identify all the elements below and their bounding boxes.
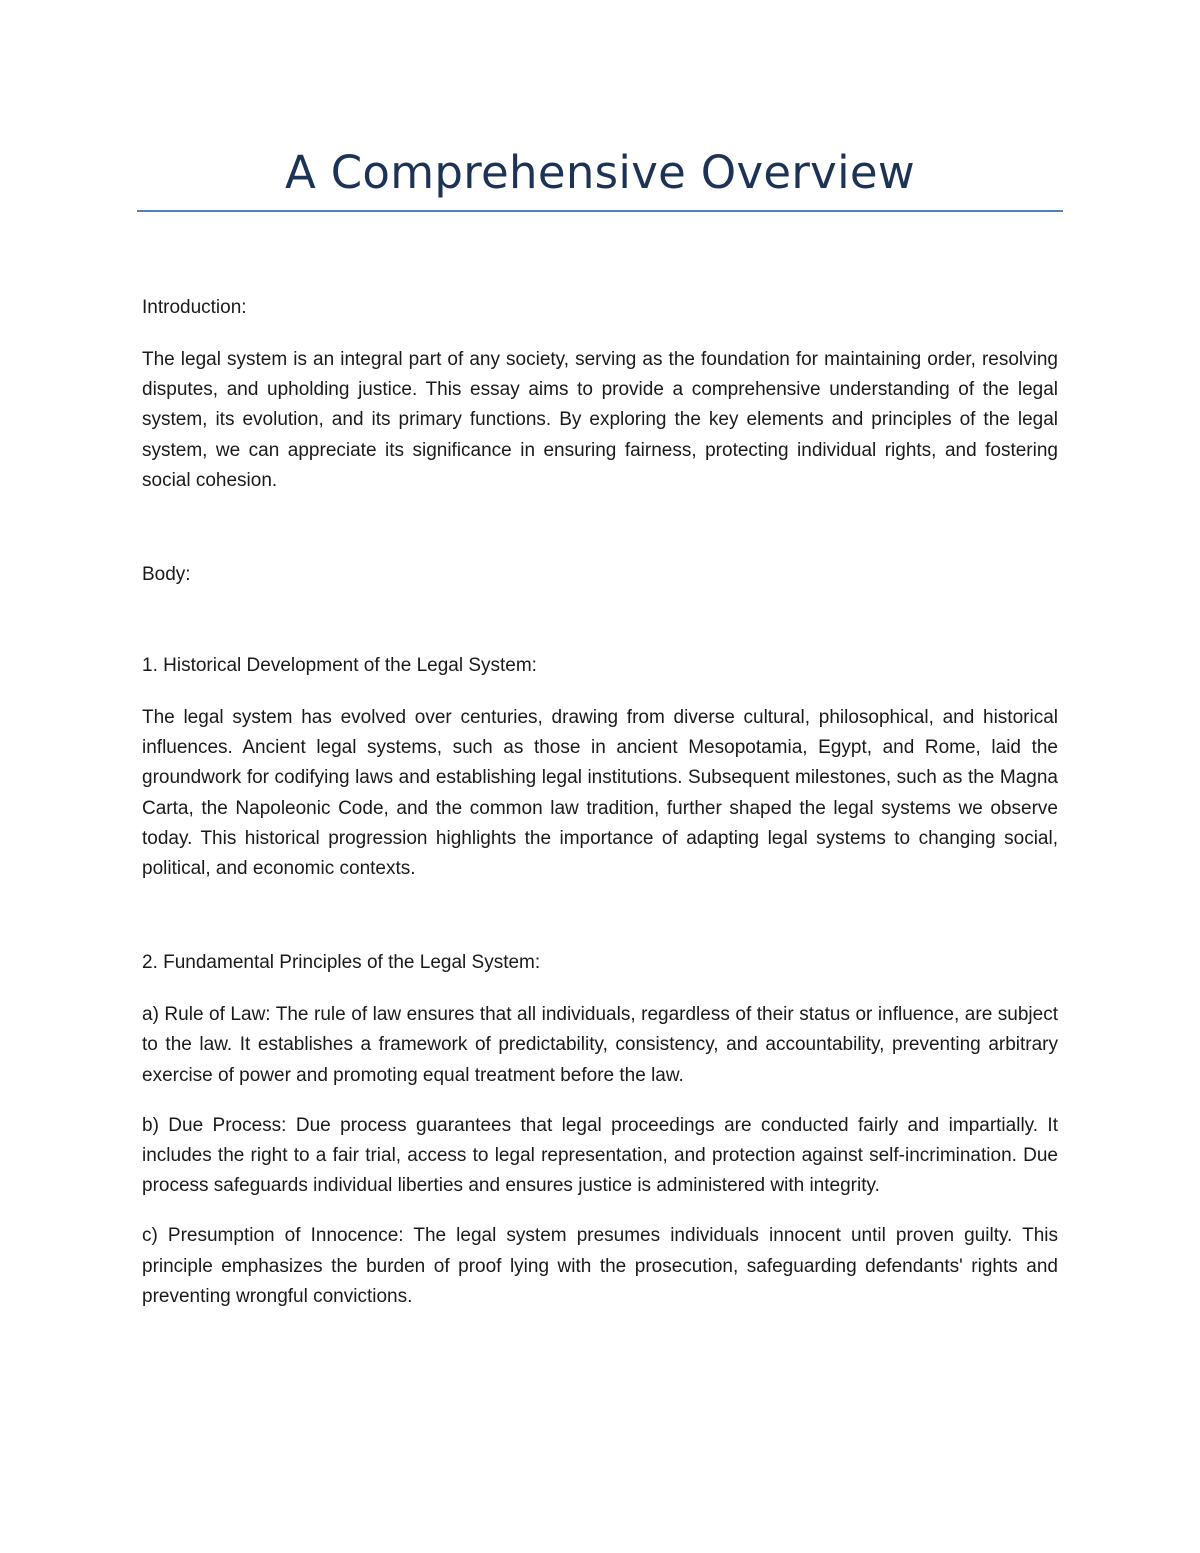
spacer (142, 1201, 1058, 1221)
title-underline-divider (137, 210, 1063, 212)
principle-presumption-of-innocence: c) Presumption of Innocence: The legal system presumes individuals innocent until proven guilty. This principle emphasizes the burden of proof lying with the prosecution, safeguarding defendants' rights and preventing wrongful convictions. (142, 1225, 1058, 1307)
introduction-label: Introduction: (142, 297, 247, 318)
spacer (142, 1091, 1058, 1111)
spacer (142, 884, 1058, 948)
document-content (142, 293, 1058, 1312)
section-2-heading: 2. Fundamental Principles of the Legal System: (142, 952, 541, 974)
spacer (142, 590, 1058, 651)
document-title: A Comprehensive Overview (285, 146, 915, 199)
spacer (142, 496, 1058, 560)
section-1-paragraph: The legal system has evolved over centuries, drawing from diverse cultural, philosophical, and historical influences. Ancient legal systems, such as those in ancient Mesopotamia, Egypt, and Rome, laid the groundwork for codifying laws and establishing legal institutions. Subsequent milestones, such as the Magna Carta, the Napoleonic Code, and the common law tradition, further shaped the legal systems we observe today. This historical progression highlights the importance of adapting legal systems to changing social, political, and economic contexts. (142, 707, 1058, 880)
body-label: Body: (142, 564, 191, 586)
introduction-paragraph: The legal system is an integral part of any society, serving as the foundation for maintaining order, resolving disputes, and upholding justice. This essay aims to provide a comprehensive understanding of the legal system, its evolution, and its primary functions. By exploring the key elements and principles of the legal system, we can appreciate its significance in ensuring fairness, protecting individual rights, and fostering social cohesion. (142, 349, 1058, 491)
principle-due-process: b) Due Process: Due process guarantees that legal proceedings are conducted fairly and impartially. It includes the right to a fair trial, access to legal representation, and protection against self-incrimination. Due process safeguards individual liberties and ensures justice is administered with integrity. (142, 1114, 1058, 1197)
principle-rule-of-law: a) Rule of Law: The rule of law ensures that all individuals, regardless of their status or influence, are subject to the law. It establishes a framework of predictability, consistency, and accountability, preventing arbitrary exercise of power and promoting equal treatment before the law. (142, 1004, 1058, 1086)
section-1-heading: 1. Historical Development of the Legal System: (142, 655, 537, 677)
